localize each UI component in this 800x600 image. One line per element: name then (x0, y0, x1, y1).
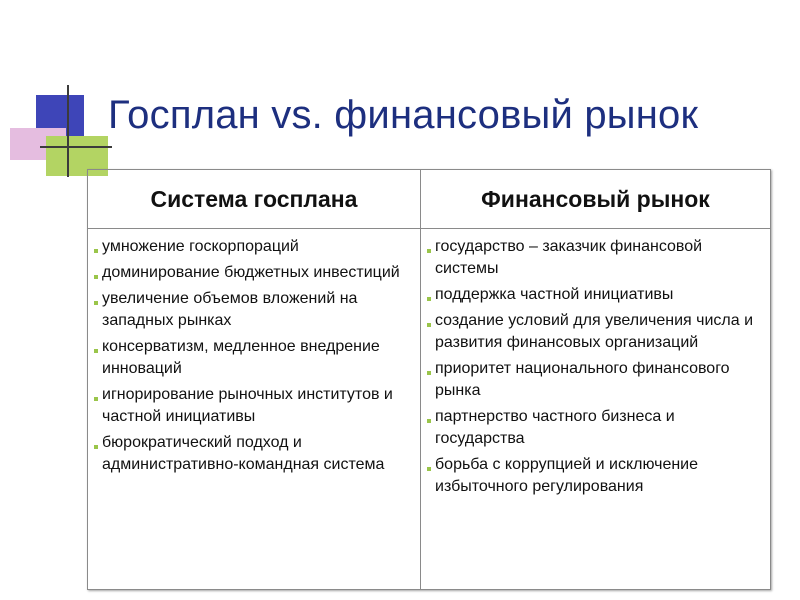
decorative-vertical-line (67, 85, 69, 177)
financial-market-cell (421, 229, 771, 590)
bullet-icon (94, 349, 98, 353)
bullet-icon (94, 301, 98, 305)
slide-title: Госплан vs. финансовый рынок (108, 93, 699, 137)
bullet-icon (94, 249, 98, 253)
financial-market-list (422, 230, 769, 498)
list-item: бюрократический подход и административно-командная система (94, 432, 415, 476)
bullet-icon (427, 249, 431, 253)
list-item: доминирование бюджетных инвестиций (94, 262, 415, 284)
bullet-icon (427, 419, 431, 423)
list-item: консерватизм, медленное внедрение инноваций (94, 336, 415, 380)
list-item: борьба с коррупцией и исключение избыточного регулирования (427, 454, 765, 498)
decorative-horizontal-line (40, 146, 112, 148)
bullet-icon (427, 371, 431, 375)
comparison-table (87, 169, 771, 590)
header-gosplan: Система госплана (88, 170, 421, 229)
list-item: приоритет национального финансового рынка (427, 358, 765, 402)
bullet-icon (427, 323, 431, 327)
gosplan-list (89, 230, 419, 476)
list-item: увеличение объемов вложений на западных рынках (94, 288, 415, 332)
list-item: создание условий для увеличения числа и развития финансовых организаций (427, 310, 765, 354)
bullet-icon (427, 467, 431, 471)
list-item: партнерство частного бизнеса и государства (427, 406, 765, 450)
gosplan-cell (88, 229, 421, 590)
bullet-icon (427, 297, 431, 301)
table-header-row (88, 170, 771, 229)
bullet-icon (94, 445, 98, 449)
list-item: поддержка частной инициативы (427, 284, 765, 306)
header-financial-market: Финансовый рынок (421, 170, 771, 229)
list-item: игнорирование рыночных институтов и частной инициативы (94, 384, 415, 428)
list-item: государство – заказчик финансовой системы (427, 236, 765, 280)
table-body-row (88, 229, 771, 590)
bullet-icon (94, 397, 98, 401)
list-item: умножение госкорпораций (94, 236, 415, 258)
bullet-icon (94, 275, 98, 279)
